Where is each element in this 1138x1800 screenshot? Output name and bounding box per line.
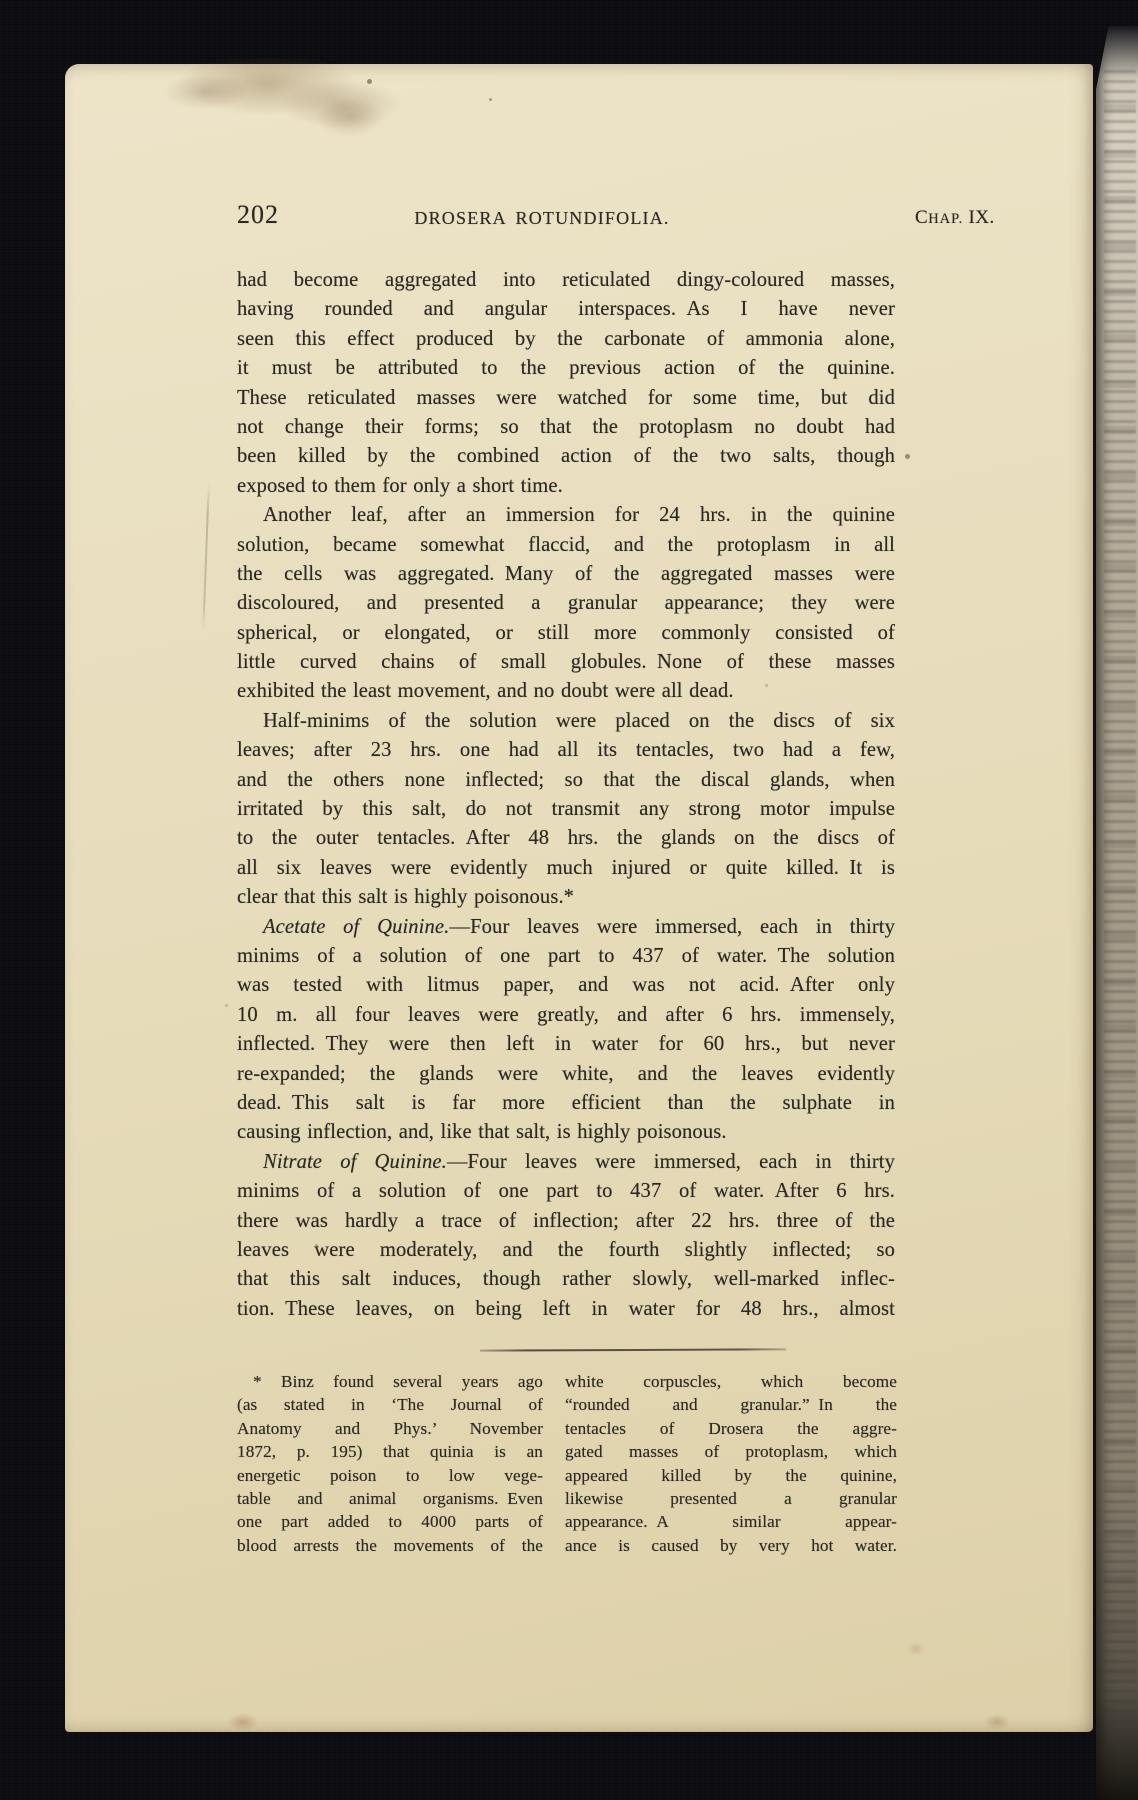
footnote-line: appeared killed by the quinine, bbox=[565, 1465, 897, 1485]
text-line: to the outer tentacles. After 48 hrs. the glands on the discs of bbox=[237, 827, 895, 850]
chapter-heading bbox=[915, 207, 995, 229]
footnote-line: blood arrests the movements of the bbox=[237, 1535, 543, 1555]
book-page bbox=[65, 64, 1093, 1732]
stain-top-smudge bbox=[290, 94, 410, 154]
text-line: seen this effect produced by the carbonate of ammonia alone, bbox=[237, 327, 895, 350]
text-line: causing inflection, and, like that salt, is highly poisonous. bbox=[237, 1121, 727, 1144]
footnote-line: Anatomy and Phys.’ November bbox=[237, 1418, 543, 1438]
stain-lower-faint bbox=[903, 1640, 929, 1656]
text-line: leaves were moderately, and the fourth slightly inflected; so bbox=[237, 1238, 895, 1261]
text-line: not change their forms; so that the protoplasm no doubt had bbox=[237, 415, 895, 438]
text-line: Acetate of Quinine.—Four leaves were immersed, each in thirty bbox=[263, 915, 895, 938]
footnote-line: likewise presented a granular bbox=[565, 1488, 897, 1508]
footnote-line: * Binz found several years ago bbox=[253, 1372, 543, 1391]
footnote-line: “rounded and granular.” In the bbox=[565, 1395, 897, 1415]
text-line: discoloured, and presented a granular appearance; they were bbox=[237, 592, 895, 615]
margin-pencil-mark bbox=[202, 484, 210, 632]
text-line: there was hardly a trace of inflection; after 22 hrs. three of the bbox=[237, 1209, 895, 1232]
footnote-rule bbox=[480, 1348, 786, 1351]
footnote-line: table and animal organisms. Even bbox=[237, 1488, 543, 1508]
page-number: 202 bbox=[237, 200, 279, 229]
text-line: exposed to them for only a short time. bbox=[237, 474, 563, 497]
running-title: DROSERA ROTUNDIFOLIA. bbox=[414, 208, 670, 228]
text-line: Nitrate of Quinine.—Four leaves were immersed, each in thirty bbox=[263, 1150, 895, 1173]
text-line: had become aggregated into reticulated dingy-coloured masses, bbox=[237, 269, 895, 291]
text-line: irritated by this salt, do not transmit any strong motor impulse bbox=[237, 798, 895, 821]
chapter-smallcaps: HAP. bbox=[928, 211, 964, 227]
stain-top-edge bbox=[150, 58, 430, 142]
fore-edge-page-lines bbox=[1104, 66, 1136, 1740]
footnote-right-column bbox=[565, 1370, 897, 1557]
chapter-cap: C bbox=[915, 207, 929, 228]
text-line: dead. This salt is far more efficient than the sulphate in bbox=[237, 1091, 895, 1114]
italic-lead: Acetate of Quinine. bbox=[263, 915, 450, 938]
text-line: re-expanded; the glands were white, and the leaves evidently bbox=[237, 1062, 895, 1085]
text-line: been killed by the combined action of the two salts, though bbox=[237, 445, 895, 468]
footnote-line: one part added to 4000 parts of bbox=[237, 1512, 543, 1532]
footnote-line: energetic poison to low vege- bbox=[237, 1465, 543, 1485]
body-text bbox=[237, 266, 895, 1324]
text-line: solution, became somewhat flaccid, and the protoplasm in all bbox=[237, 533, 895, 556]
footnote-line: white corpuscles, which become bbox=[565, 1372, 897, 1391]
footnote-line: (as stated in ‘The Journal of bbox=[237, 1395, 543, 1415]
text-line: spherical, or elongated, or still more commonly consisted of bbox=[237, 621, 895, 644]
ink-specks bbox=[65, 64, 68, 67]
text-line: having rounded and angular interspaces. As I have never bbox=[237, 298, 895, 321]
text-line: tion. These leaves, on being left in water for 48 hrs., almost bbox=[237, 1297, 895, 1320]
text-line: Another leaf, after an immersion for 24 hrs. in the quinine bbox=[263, 504, 895, 527]
text-line: leaves; after 23 hrs. one had all its tentacles, two had a few, bbox=[237, 739, 895, 762]
text-line: minims of a solution of one part to 437 of water. After 6 hrs. bbox=[237, 1180, 895, 1203]
text-line: minims of a solution of one part to 437 of water. The solution bbox=[237, 944, 895, 967]
text-line: little curved chains of small globules. None of these masses bbox=[237, 651, 895, 674]
text-line: clear that this salt is highly poisonous.* bbox=[237, 886, 575, 909]
footnote-left-column bbox=[237, 1370, 543, 1557]
footnote-line: ance is caused by very hot water. bbox=[565, 1535, 897, 1555]
text-line: was tested with litmus paper, and was not acid. After only bbox=[237, 974, 895, 997]
text-line: that this salt induces, though rather slowly, well-marked inflec- bbox=[237, 1268, 895, 1291]
footnote-line: 1872, p. 195) that quinia is an bbox=[237, 1442, 543, 1462]
text-line: inflected. They were then left in water for 60 hrs., but never bbox=[237, 1033, 895, 1056]
stain-bottom-right bbox=[980, 1712, 1014, 1730]
text-line: Half-minims of the solution were placed on the discs of six bbox=[263, 709, 895, 732]
text-line: all six leaves were evidently much injured or quite killed. It is bbox=[237, 856, 895, 879]
footnote-line: gated masses of protoplasm, which bbox=[565, 1442, 897, 1462]
chapter-numeral: IX. bbox=[963, 207, 995, 228]
book-fore-edge bbox=[1096, 26, 1138, 1800]
italic-lead: Nitrate of Quinine. bbox=[263, 1150, 447, 1173]
text-line: the cells was aggregated. Many of the aggregated masses were bbox=[237, 562, 895, 585]
footnote-line: tentacles of Drosera the aggre- bbox=[565, 1418, 897, 1438]
text-line: These reticulated masses were watched for some time, but did bbox=[237, 386, 895, 409]
stain-bottom-left bbox=[223, 1710, 263, 1730]
text-line: exhibited the least movement, and no doubt were all dead. bbox=[237, 680, 734, 703]
text-line: 10 m. all four leaves were greatly, and after 6 hrs. immensely, bbox=[237, 1003, 895, 1026]
text-line: it must be attributed to the previous action of the quinine. bbox=[237, 357, 895, 380]
text-line: and the others none inflected; so that the discal glands, when bbox=[237, 768, 895, 791]
footnote-line: appearance. A similar appear- bbox=[565, 1512, 897, 1532]
